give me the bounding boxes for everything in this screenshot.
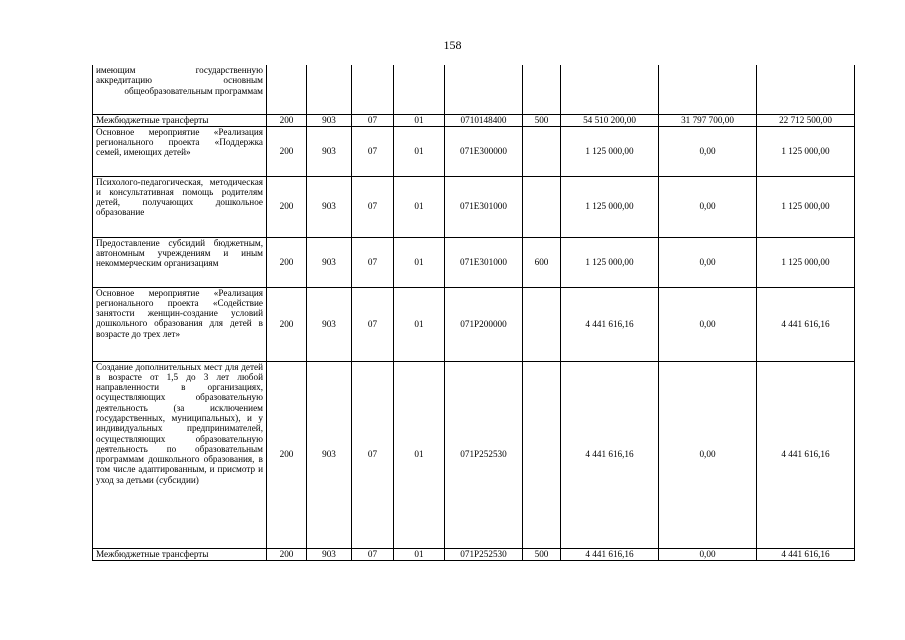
cell-section: 903 — [307, 361, 352, 548]
cell-code: 071P252530 — [445, 548, 523, 560]
cell-sum-2: 0,00 — [659, 237, 757, 287]
cell-sum-2 — [659, 65, 757, 114]
cell-grbs: 200 — [267, 361, 307, 548]
cell-sum-1: 1 125 000,00 — [561, 237, 659, 287]
row-name: Основное мероприятие «Реализация регионального проекта «Содействие занятости женщин-создание условий дошкольного образования для детей в возрасте до трех лет» — [93, 287, 267, 361]
cell-subsection — [352, 65, 394, 114]
cell-code: 071E300000 — [445, 126, 523, 176]
row-name: Межбюджетные трансферты — [93, 114, 267, 126]
cell-vr: 600 — [523, 237, 561, 287]
cell-target: 01 — [394, 361, 445, 548]
cell-section: 903 — [307, 176, 352, 237]
row-name: Межбюджетные трансферты — [93, 548, 267, 560]
cell-section: 903 — [307, 287, 352, 361]
cell-sum-3: 4 441 616,16 — [757, 287, 855, 361]
table-row — [93, 176, 855, 237]
cell-sum-1: 1 125 000,00 — [561, 126, 659, 176]
cell-code: 071P200000 — [445, 287, 523, 361]
table-row — [93, 237, 855, 287]
cell-grbs: 200 — [267, 176, 307, 237]
cell-subsection: 07 — [352, 114, 394, 126]
cell-vr: 500 — [523, 548, 561, 560]
cell-target: 01 — [394, 287, 445, 361]
cell-vr — [523, 126, 561, 176]
table-row — [93, 114, 855, 126]
cell-grbs: 200 — [267, 287, 307, 361]
cell-sum-1 — [561, 65, 659, 114]
cell-sum-2: 31 797 700,00 — [659, 114, 757, 126]
cell-sum-2: 0,00 — [659, 287, 757, 361]
cell-sum-1: 4 441 616,16 — [561, 548, 659, 560]
cell-vr — [523, 176, 561, 237]
cell-sum-1: 4 441 616,16 — [561, 287, 659, 361]
row-name: Основное мероприятие «Реализация регионального проекта «Поддержка семей, имеющих детей» — [93, 126, 267, 176]
cell-sum-3: 1 125 000,00 — [757, 237, 855, 287]
row-name: имеющим государственную аккредитацию основным общеобразовательным программам — [93, 65, 267, 114]
cell-section: 903 — [307, 126, 352, 176]
cell-subsection: 07 — [352, 548, 394, 560]
page-number: 158 — [443, 38, 462, 52]
cell-subsection: 07 — [352, 126, 394, 176]
table-row — [93, 65, 855, 114]
cell-sum-3: 4 441 616,16 — [757, 548, 855, 560]
cell-sum-3: 4 441 616,16 — [757, 361, 855, 548]
cell-sum-1: 4 441 616,16 — [561, 361, 659, 548]
cell-vr — [523, 361, 561, 548]
table-row — [93, 287, 855, 361]
cell-subsection: 07 — [352, 237, 394, 287]
cell-grbs: 200 — [267, 114, 307, 126]
cell-target — [394, 65, 445, 114]
row-name: Психолого-педагогическая, методическая и консультативная помощь родителям детей, получающих дошкольное образование — [93, 176, 267, 237]
cell-sum-1: 54 510 200,00 — [561, 114, 659, 126]
cell-sum-2: 0,00 — [659, 176, 757, 237]
cell-code: 0710148400 — [445, 114, 523, 126]
cell-section: 903 — [307, 237, 352, 287]
cell-target: 01 — [394, 114, 445, 126]
cell-code — [445, 65, 523, 114]
cell-code: 071E301000 — [445, 176, 523, 237]
table-row — [93, 548, 855, 560]
table-row — [93, 126, 855, 176]
row-name: Предоставление субсидий бюджетным, автономным учреждениям и иным некоммерческим организациям — [93, 237, 267, 287]
cell-section: 903 — [307, 548, 352, 560]
cell-sum-2: 0,00 — [659, 126, 757, 176]
cell-grbs: 200 — [267, 126, 307, 176]
budget-table — [92, 65, 855, 561]
cell-section — [307, 65, 352, 114]
cell-sum-3: 1 125 000,00 — [757, 126, 855, 176]
cell-subsection: 07 — [352, 287, 394, 361]
cell-vr — [523, 287, 561, 361]
row-name: Создание дополнительных мест для детей в возрасте от 1,5 до 3 лет любой направленности в организациях, осуществляющих образовательную деятельность (за исключением государственных, муниципальных), и у индивидуальных предпринимателей, осуществляющих образовательную деятельность по образовательным программам дошкольного образования, в том числе адаптированным, и присмотр и уход за детьми (субсидии) — [93, 361, 267, 548]
cell-subsection: 07 — [352, 176, 394, 237]
cell-target: 01 — [394, 176, 445, 237]
cell-grbs — [267, 65, 307, 114]
cell-vr: 500 — [523, 114, 561, 126]
cell-code: 071E301000 — [445, 237, 523, 287]
cell-sum-1: 1 125 000,00 — [561, 176, 659, 237]
cell-section: 903 — [307, 114, 352, 126]
cell-sum-3: 1 125 000,00 — [757, 176, 855, 237]
cell-target: 01 — [394, 126, 445, 176]
cell-target: 01 — [394, 237, 445, 287]
cell-vr — [523, 65, 561, 114]
cell-target: 01 — [394, 548, 445, 560]
cell-grbs: 200 — [267, 548, 307, 560]
cell-code: 071P252530 — [445, 361, 523, 548]
cell-subsection: 07 — [352, 361, 394, 548]
cell-sum-2: 0,00 — [659, 361, 757, 548]
cell-sum-3 — [757, 65, 855, 114]
cell-sum-2: 0,00 — [659, 548, 757, 560]
cell-sum-3: 22 712 500,00 — [757, 114, 855, 126]
cell-grbs: 200 — [267, 237, 307, 287]
table-row — [93, 361, 855, 548]
